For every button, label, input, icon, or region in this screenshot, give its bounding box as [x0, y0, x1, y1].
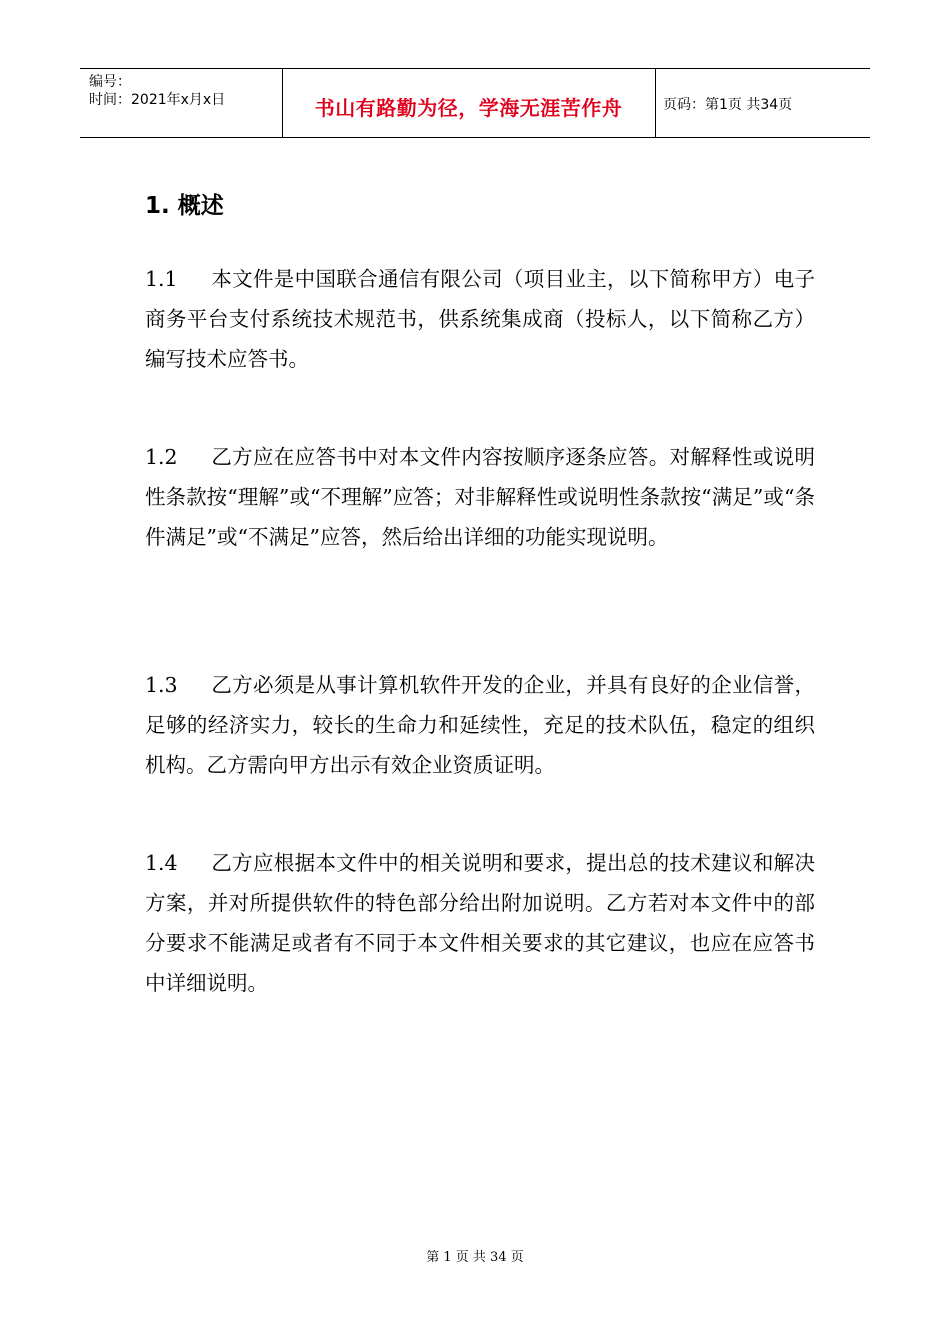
header-page-info: 页码：第1页 共34页 [663, 97, 793, 113]
paragraph-number: 1.1 [145, 267, 178, 291]
paragraph [145, 437, 815, 557]
header-meta-cell [80, 69, 283, 137]
paragraph-number: 1.4 [145, 851, 178, 875]
paragraph [145, 843, 815, 1003]
paragraph-text: 乙方应根据本文件中的相关说明和要求，提出总的技术建议和解决方案，并对所提供软件的特色部分给出附加说明。乙方若对本文件中的部分要求不能满足或者有不同于本文件相关要求的其它建议，也应在应答书中详细说明。 [145, 851, 815, 995]
paragraph [145, 259, 815, 379]
document-date: 时间：2021年x月x日 [89, 92, 226, 108]
page-header [80, 68, 870, 138]
section-title: 1. 概述 [145, 193, 224, 219]
paragraph-text: 乙方必须是从事计算机软件开发的企业，并具有良好的企业信誉，足够的经济实力，较长的生命力和延续性，充足的技术队伍，稳定的组织机构。乙方需向甲方出示有效企业资质证明。 [145, 673, 815, 777]
paragraph-text: 本文件是中国联合通信有限公司（项目业主，以下简称甲方）电子商务平台支付系统技术规范书，供系统集成商（投标人，以下简称乙方）编写技术应答书。 [145, 267, 815, 371]
paragraph-number: 1.2 [145, 445, 178, 469]
header-page-cell [655, 69, 870, 137]
page-footer: 第 1 页 共 34 页 [426, 1250, 524, 1265]
header-motto: 书山有路勤为径，学海无涯苦作舟 [314, 96, 623, 120]
document-number-label: 编号： [89, 74, 131, 90]
header-motto-cell [282, 69, 656, 137]
paragraph [145, 665, 815, 785]
paragraph-text: 乙方应在应答书中对本文件内容按顺序逐条应答。对解释性或说明性条款按“理解”或“不理解”应答；对非解释性或说明性条款按“满足”或“条件满足”或“不满足”应答，然后给出详细的功能实现说明。 [145, 445, 815, 549]
paragraph-number: 1.3 [145, 673, 178, 697]
